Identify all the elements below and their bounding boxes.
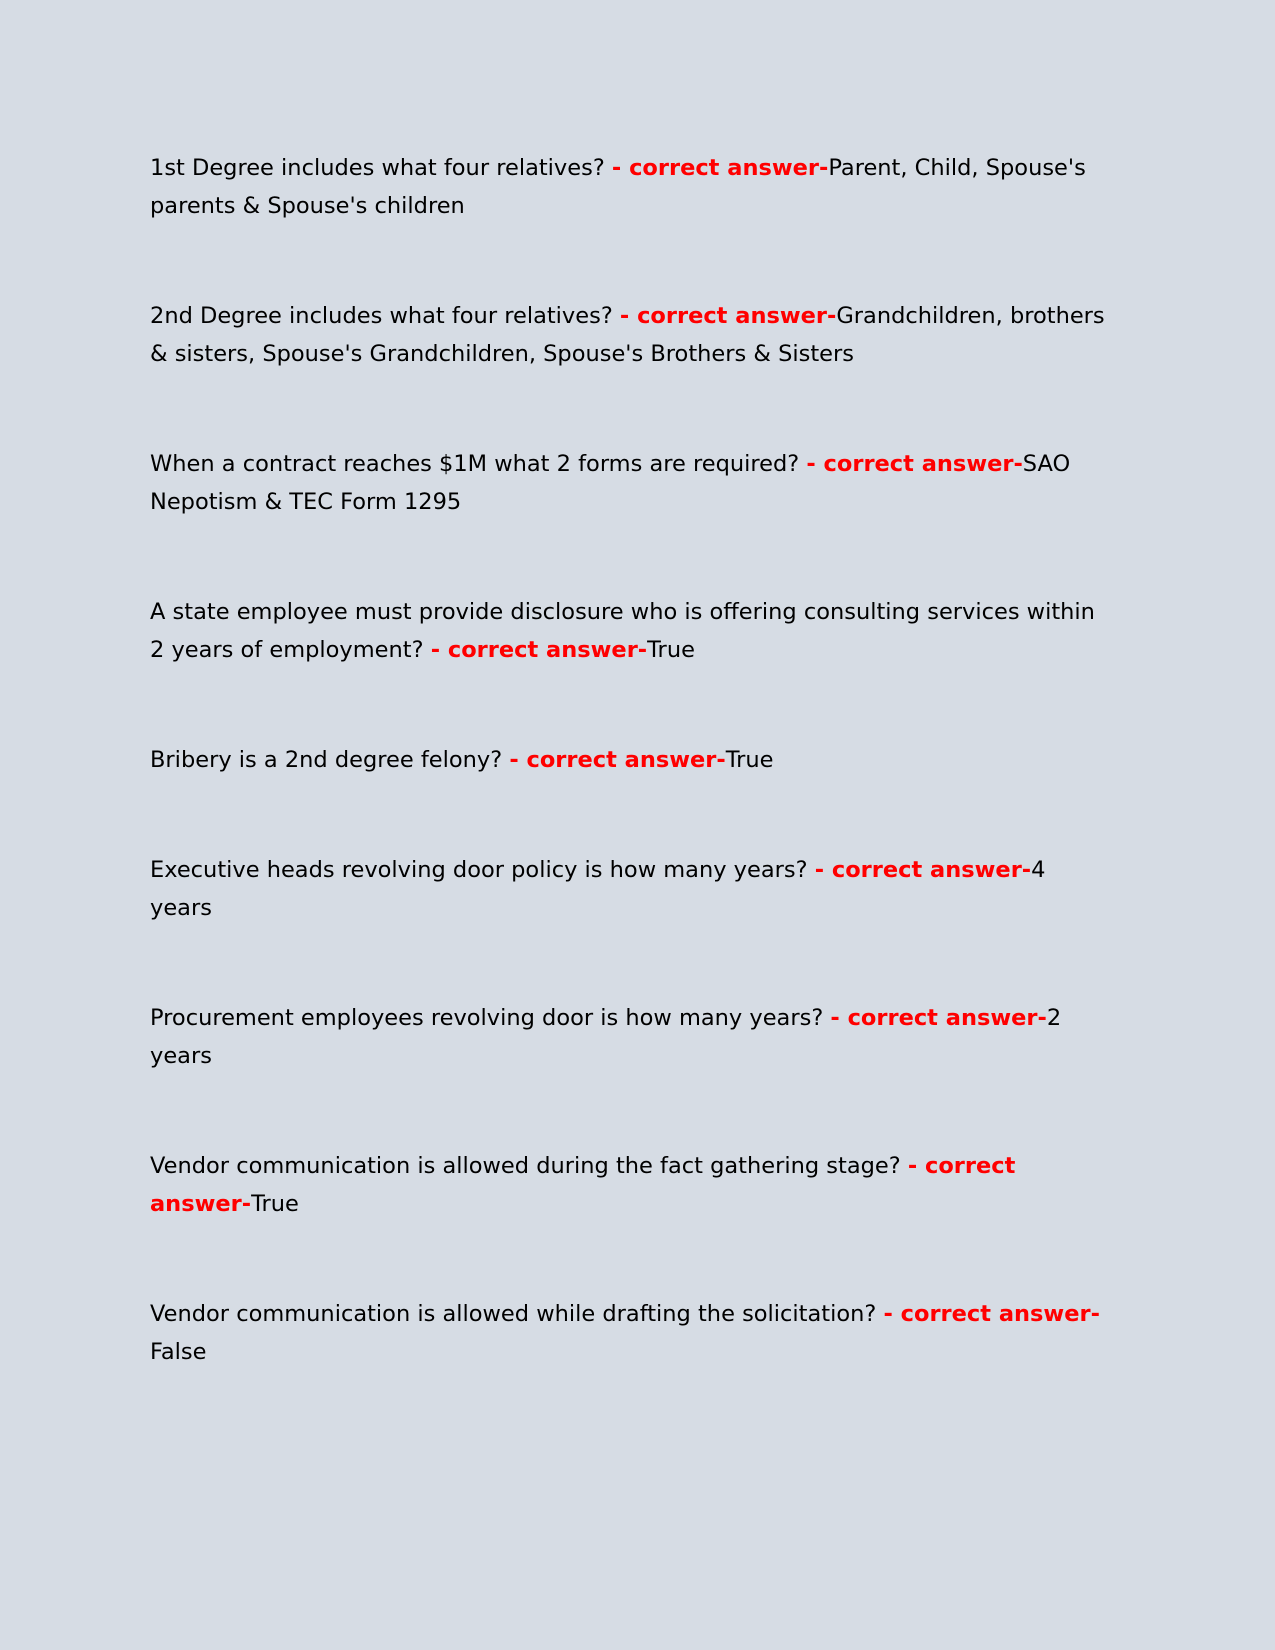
- qa-item: [150, 1295, 1110, 1371]
- correct-answer-marker: - correct answer-: [430, 637, 648, 663]
- answer-text: False: [150, 1339, 207, 1365]
- question-text: Bribery is a 2nd degree felony?: [150, 747, 510, 773]
- answer-text: 4 years: [150, 857, 1046, 921]
- question-text: 2nd Degree includes what four relatives?: [150, 303, 620, 329]
- qa-item: [150, 593, 1110, 669]
- correct-answer-marker: - correct answer-: [150, 1153, 1016, 1217]
- answer-text: SAO Nepotism & TEC Form 1295: [150, 451, 1071, 515]
- correct-answer-marker: - correct answer-: [883, 1301, 1100, 1327]
- correct-answer-marker: - correct answer-: [806, 451, 1023, 477]
- question-text: Procurement employees revolving door is how many years?: [150, 1005, 831, 1031]
- correct-answer-marker: - correct answer-: [619, 303, 837, 329]
- correct-answer-marker: - correct answer-: [509, 747, 726, 773]
- answer-text: True: [725, 747, 774, 773]
- answer-text: Grandchildren, brothers & sisters, Spouse's Grandchildren, Spouse's Brothers & Sisters: [150, 303, 1105, 367]
- correct-answer-marker: - correct answer-: [611, 155, 829, 181]
- qa-item: [150, 1147, 1110, 1223]
- qa-item: [150, 741, 1110, 779]
- qa-item: [150, 149, 1110, 225]
- answer-text: Parent, Child, Spouse's parents & Spouse's children: [150, 155, 1086, 219]
- question-text: Vendor communication is allowed during the fact gathering stage?: [150, 1153, 908, 1179]
- question-text: Executive heads revolving door policy is how many years?: [150, 857, 815, 883]
- qa-item: [150, 851, 1110, 927]
- qa-item: [150, 297, 1110, 373]
- qa-item: [150, 445, 1110, 521]
- question-text: When a contract reaches $1M what 2 forms are required?: [150, 451, 807, 477]
- correct-answer-marker: - correct answer-: [830, 1005, 1047, 1031]
- answer-text: 2 years: [150, 1005, 1062, 1069]
- question-text: Vendor communication is allowed while drafting the solicitation?: [150, 1301, 884, 1327]
- question-text: 1st Degree includes what four relatives?: [150, 155, 612, 181]
- correct-answer-marker: - correct answer-: [814, 857, 1032, 883]
- answer-text: True: [647, 637, 695, 663]
- answer-text: True: [251, 1191, 299, 1217]
- qa-list: [150, 149, 1110, 1443]
- qa-item: [150, 999, 1110, 1075]
- question-text: A state employee must provide disclosure who is offering consulting services within 2 years of employment?: [150, 599, 1095, 663]
